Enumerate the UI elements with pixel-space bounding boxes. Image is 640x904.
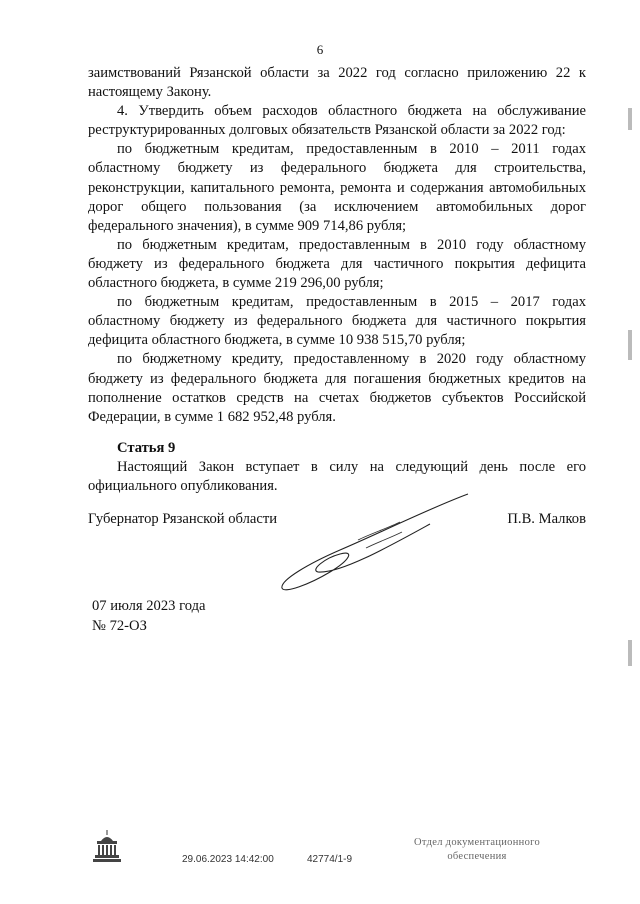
handwritten-signature: [270, 488, 480, 598]
law-date: 07 июля 2023 года: [92, 598, 206, 614]
stamp-line: обеспечения: [447, 851, 507, 862]
footer-timestamp: 29.06.2023 14:42:00: [182, 854, 274, 865]
paragraph: по бюджетным кредитам, предоставленным в 2010 году областному бюджету из федерального бюджета для частичного покрытия дефицита областного бюджета, в сумме 219 296,00 рубля;: [88, 236, 586, 292]
paragraph: по бюджетным кредитам, предоставленным в 2015 – 2017 годах областному бюджету из федерального бюджета для частичного покрытия дефицита областного бюджета, в сумме 10 938 515,70 рубля;: [88, 294, 586, 349]
document-body: [88, 64, 586, 496]
department-stamp: [402, 836, 552, 864]
governor-name: П.В. Малков: [507, 511, 586, 527]
scan-margin-mark: [628, 108, 632, 130]
paragraph: 4. Утвердить объем расходов областного бюджета на обслуживание реструктурированных долговых обязательств Рязанской области за 2022 год:: [88, 103, 586, 139]
page-number: 6: [316, 42, 324, 57]
article-text: Настоящий Закон вступает в силу на следующий день после его официального опубликования.: [88, 458, 586, 494]
scan-margin-mark: [628, 640, 632, 666]
law-number: № 72-ОЗ: [92, 618, 147, 634]
paragraph: заимствований Рязанской области за 2022 год согласно приложению 22 к настоящему Закону.: [88, 65, 586, 101]
governor-title: Губернатор Рязанской области: [88, 511, 278, 527]
footer-doc-id: 42774/1-9: [307, 854, 353, 865]
scan-margin-mark: [628, 330, 632, 360]
paragraph: по бюджетным кредитам, предоставленным в 2010 – 2011 годах областному бюджету из федерального бюджета для строительства, реконструкции, капитального ремонта, ремонта и содержания автомобильных дорог общего пользования (за исключением автомобильных дорог федерального значения), в сумме 909 714,86 рубля;: [88, 141, 586, 234]
article-heading: Статья 9: [117, 439, 176, 456]
stamp-line: Отдел документационного: [413, 837, 541, 848]
duma-building-icon: [92, 828, 122, 864]
paragraph: по бюджетному кредиту, предоставленному в 2020 году областному бюджету из федерального бюджета для погашения бюджетных кредитов на пополнение остатков средств на счетах бюджетов субъектов Российской Федерации, в сумме 1 682 952,48 рубля.: [88, 351, 586, 425]
